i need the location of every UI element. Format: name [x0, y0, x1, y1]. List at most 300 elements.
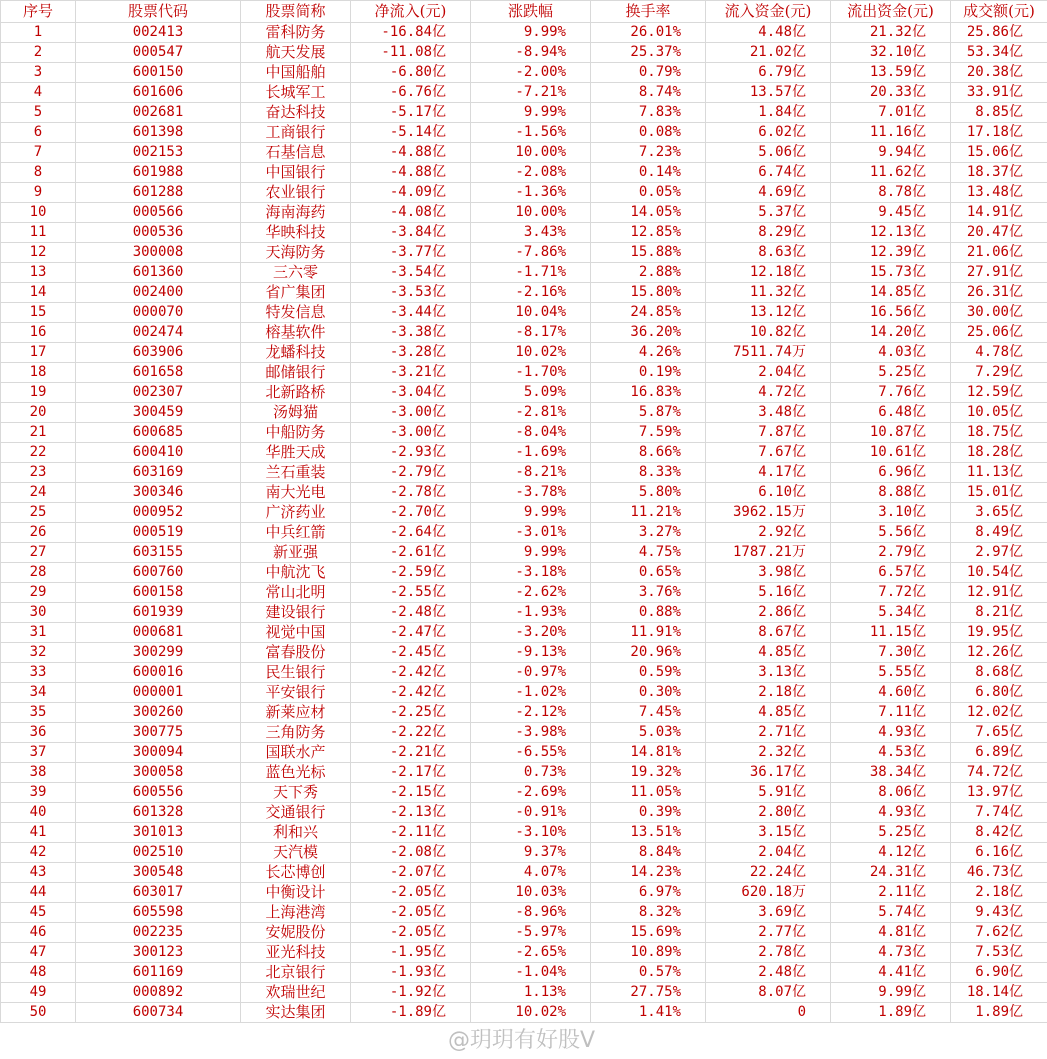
cell-net-inflow[interactable]: -3.77亿 [351, 243, 471, 263]
cell-volume[interactable]: 8.68亿 [951, 663, 1047, 683]
cell-volume[interactable]: 6.80亿 [951, 683, 1047, 703]
cell-turnover[interactable]: 15.69% [591, 923, 706, 943]
cell-inflow[interactable]: 5.06亿 [706, 143, 831, 163]
cell-change[interactable]: 5.09% [471, 383, 591, 403]
cell-net-inflow[interactable]: -2.45亿 [351, 643, 471, 663]
cell-outflow[interactable]: 4.03亿 [831, 343, 951, 363]
cell-inflow[interactable]: 7.67亿 [706, 443, 831, 463]
cell-inflow[interactable]: 2.77亿 [706, 923, 831, 943]
cell-change[interactable]: 9.99% [471, 503, 591, 523]
cell-change[interactable]: -8.94% [471, 43, 591, 63]
cell-code[interactable]: 603155 [76, 543, 241, 563]
cell-name[interactable]: 航天发展 [241, 43, 351, 63]
cell-inflow[interactable]: 36.17亿 [706, 763, 831, 783]
cell-name[interactable]: 北京银行 [241, 963, 351, 983]
cell-name[interactable]: 特发信息 [241, 303, 351, 323]
cell-inflow[interactable]: 6.74亿 [706, 163, 831, 183]
cell-name[interactable]: 海南海药 [241, 203, 351, 223]
cell-inflow[interactable]: 2.86亿 [706, 603, 831, 623]
cell-index[interactable]: 34 [1, 683, 76, 703]
cell-name[interactable]: 交通银行 [241, 803, 351, 823]
column-header-outflow[interactable]: 流出资金(元) [831, 1, 951, 23]
cell-name[interactable]: 雷科防务 [241, 23, 351, 43]
cell-turnover[interactable]: 12.85% [591, 223, 706, 243]
cell-name[interactable]: 中国船舶 [241, 63, 351, 83]
cell-outflow[interactable]: 15.73亿 [831, 263, 951, 283]
cell-change[interactable]: -2.65% [471, 943, 591, 963]
cell-index[interactable]: 30 [1, 603, 76, 623]
cell-volume[interactable]: 13.97亿 [951, 783, 1047, 803]
cell-index[interactable]: 17 [1, 343, 76, 363]
cell-net-inflow[interactable]: -2.61亿 [351, 543, 471, 563]
cell-inflow[interactable]: 8.29亿 [706, 223, 831, 243]
cell-inflow[interactable]: 4.72亿 [706, 383, 831, 403]
cell-inflow[interactable]: 10.82亿 [706, 323, 831, 343]
cell-index[interactable]: 19 [1, 383, 76, 403]
cell-outflow[interactable]: 1.89亿 [831, 1003, 951, 1023]
cell-turnover[interactable]: 1.41% [591, 1003, 706, 1023]
cell-code[interactable]: 300299 [76, 643, 241, 663]
cell-inflow[interactable]: 3.15亿 [706, 823, 831, 843]
cell-outflow[interactable]: 20.33亿 [831, 83, 951, 103]
cell-change[interactable]: -1.93% [471, 603, 591, 623]
cell-code[interactable]: 301013 [76, 823, 241, 843]
cell-turnover[interactable]: 14.23% [591, 863, 706, 883]
cell-outflow[interactable]: 4.73亿 [831, 943, 951, 963]
cell-inflow[interactable]: 2.04亿 [706, 843, 831, 863]
cell-net-inflow[interactable]: -2.93亿 [351, 443, 471, 463]
cell-change[interactable]: -3.78% [471, 483, 591, 503]
cell-turnover[interactable]: 25.37% [591, 43, 706, 63]
cell-turnover[interactable]: 4.75% [591, 543, 706, 563]
cell-code[interactable]: 002235 [76, 923, 241, 943]
cell-index[interactable]: 26 [1, 523, 76, 543]
cell-turnover[interactable]: 8.84% [591, 843, 706, 863]
cell-index[interactable]: 6 [1, 123, 76, 143]
cell-inflow[interactable]: 5.91亿 [706, 783, 831, 803]
cell-change[interactable]: -7.21% [471, 83, 591, 103]
cell-turnover[interactable]: 8.32% [591, 903, 706, 923]
cell-name[interactable]: 工商银行 [241, 123, 351, 143]
cell-change[interactable]: 0.73% [471, 763, 591, 783]
cell-index[interactable]: 40 [1, 803, 76, 823]
cell-name[interactable]: 三六零 [241, 263, 351, 283]
cell-turnover[interactable]: 3.27% [591, 523, 706, 543]
cell-inflow[interactable]: 21.02亿 [706, 43, 831, 63]
cell-turnover[interactable]: 8.33% [591, 463, 706, 483]
cell-code[interactable]: 600410 [76, 443, 241, 463]
cell-outflow[interactable]: 2.79亿 [831, 543, 951, 563]
cell-code[interactable]: 600150 [76, 63, 241, 83]
cell-code[interactable]: 600760 [76, 563, 241, 583]
cell-turnover[interactable]: 0.05% [591, 183, 706, 203]
cell-volume[interactable]: 25.06亿 [951, 323, 1047, 343]
cell-index[interactable]: 21 [1, 423, 76, 443]
cell-change[interactable]: -0.97% [471, 663, 591, 683]
cell-outflow[interactable]: 11.62亿 [831, 163, 951, 183]
cell-outflow[interactable]: 5.74亿 [831, 903, 951, 923]
cell-code[interactable]: 300260 [76, 703, 241, 723]
cell-volume[interactable]: 20.38亿 [951, 63, 1047, 83]
cell-turnover[interactable]: 2.88% [591, 263, 706, 283]
cell-net-inflow[interactable]: -16.84亿 [351, 23, 471, 43]
cell-inflow[interactable]: 1.84亿 [706, 103, 831, 123]
cell-net-inflow[interactable]: -2.79亿 [351, 463, 471, 483]
cell-change[interactable]: 9.99% [471, 23, 591, 43]
cell-outflow[interactable]: 14.85亿 [831, 283, 951, 303]
cell-outflow[interactable]: 11.16亿 [831, 123, 951, 143]
cell-turnover[interactable]: 0.65% [591, 563, 706, 583]
cell-index[interactable]: 23 [1, 463, 76, 483]
cell-outflow[interactable]: 5.25亿 [831, 823, 951, 843]
cell-volume[interactable]: 18.14亿 [951, 983, 1047, 1003]
cell-volume[interactable]: 53.34亿 [951, 43, 1047, 63]
cell-code[interactable]: 000001 [76, 683, 241, 703]
cell-name[interactable]: 农业银行 [241, 183, 351, 203]
cell-change[interactable]: -1.56% [471, 123, 591, 143]
cell-volume[interactable]: 3.65亿 [951, 503, 1047, 523]
cell-change[interactable]: -3.18% [471, 563, 591, 583]
cell-name[interactable]: 建设银行 [241, 603, 351, 623]
cell-turnover[interactable]: 24.85% [591, 303, 706, 323]
cell-net-inflow[interactable]: -3.84亿 [351, 223, 471, 243]
cell-name[interactable]: 天下秀 [241, 783, 351, 803]
cell-change[interactable]: -8.96% [471, 903, 591, 923]
cell-volume[interactable]: 11.13亿 [951, 463, 1047, 483]
column-header-index[interactable]: 序号 [1, 1, 76, 23]
cell-code[interactable]: 601288 [76, 183, 241, 203]
cell-inflow[interactable]: 3.69亿 [706, 903, 831, 923]
cell-code[interactable]: 300058 [76, 763, 241, 783]
cell-volume[interactable]: 25.86亿 [951, 23, 1047, 43]
cell-inflow[interactable]: 13.12亿 [706, 303, 831, 323]
cell-code[interactable]: 000892 [76, 983, 241, 1003]
cell-index[interactable]: 11 [1, 223, 76, 243]
cell-volume[interactable]: 1.89亿 [951, 1003, 1047, 1023]
cell-outflow[interactable]: 4.12亿 [831, 843, 951, 863]
cell-index[interactable]: 37 [1, 743, 76, 763]
cell-outflow[interactable]: 6.96亿 [831, 463, 951, 483]
cell-index[interactable]: 36 [1, 723, 76, 743]
cell-net-inflow[interactable]: -5.14亿 [351, 123, 471, 143]
cell-inflow[interactable]: 0 [706, 1003, 831, 1023]
cell-name[interactable]: 平安银行 [241, 683, 351, 703]
cell-volume[interactable]: 7.29亿 [951, 363, 1047, 383]
cell-name[interactable]: 上海港湾 [241, 903, 351, 923]
cell-outflow[interactable]: 13.59亿 [831, 63, 951, 83]
cell-outflow[interactable]: 8.78亿 [831, 183, 951, 203]
cell-turnover[interactable]: 7.45% [591, 703, 706, 723]
cell-volume[interactable]: 13.48亿 [951, 183, 1047, 203]
cell-code[interactable]: 000952 [76, 503, 241, 523]
cell-net-inflow[interactable]: -5.17亿 [351, 103, 471, 123]
cell-inflow[interactable]: 7511.74万 [706, 343, 831, 363]
cell-net-inflow[interactable]: -2.55亿 [351, 583, 471, 603]
cell-code[interactable]: 300123 [76, 943, 241, 963]
cell-change[interactable]: 10.00% [471, 143, 591, 163]
cell-code[interactable]: 600734 [76, 1003, 241, 1023]
cell-change[interactable]: -9.13% [471, 643, 591, 663]
cell-change[interactable]: 10.04% [471, 303, 591, 323]
cell-volume[interactable]: 19.95亿 [951, 623, 1047, 643]
cell-volume[interactable]: 17.18亿 [951, 123, 1047, 143]
column-header-name[interactable]: 股票简称 [241, 1, 351, 23]
cell-change[interactable]: -2.12% [471, 703, 591, 723]
cell-name[interactable]: 蓝色光标 [241, 763, 351, 783]
cell-volume[interactable]: 21.06亿 [951, 243, 1047, 263]
cell-outflow[interactable]: 9.99亿 [831, 983, 951, 1003]
cell-net-inflow[interactable]: -4.08亿 [351, 203, 471, 223]
cell-turnover[interactable]: 8.66% [591, 443, 706, 463]
cell-index[interactable]: 32 [1, 643, 76, 663]
cell-turnover[interactable]: 27.75% [591, 983, 706, 1003]
cell-outflow[interactable]: 4.53亿 [831, 743, 951, 763]
cell-index[interactable]: 28 [1, 563, 76, 583]
cell-volume[interactable]: 20.47亿 [951, 223, 1047, 243]
cell-change[interactable]: 1.13% [471, 983, 591, 1003]
cell-name[interactable]: 民生银行 [241, 663, 351, 683]
cell-name[interactable]: 龙蟠科技 [241, 343, 351, 363]
cell-inflow[interactable]: 6.10亿 [706, 483, 831, 503]
cell-index[interactable]: 41 [1, 823, 76, 843]
cell-index[interactable]: 10 [1, 203, 76, 223]
cell-outflow[interactable]: 8.06亿 [831, 783, 951, 803]
cell-volume[interactable]: 4.78亿 [951, 343, 1047, 363]
cell-index[interactable]: 45 [1, 903, 76, 923]
cell-outflow[interactable]: 4.41亿 [831, 963, 951, 983]
cell-net-inflow[interactable]: -3.54亿 [351, 263, 471, 283]
cell-outflow[interactable]: 9.94亿 [831, 143, 951, 163]
cell-outflow[interactable]: 5.34亿 [831, 603, 951, 623]
cell-change[interactable]: 3.43% [471, 223, 591, 243]
cell-code[interactable]: 600158 [76, 583, 241, 603]
cell-outflow[interactable]: 2.11亿 [831, 883, 951, 903]
cell-turnover[interactable]: 3.76% [591, 583, 706, 603]
cell-volume[interactable]: 8.49亿 [951, 523, 1047, 543]
cell-turnover[interactable]: 11.91% [591, 623, 706, 643]
cell-index[interactable]: 3 [1, 63, 76, 83]
cell-volume[interactable]: 30.00亿 [951, 303, 1047, 323]
cell-name[interactable]: 中航沈飞 [241, 563, 351, 583]
cell-net-inflow[interactable]: -2.08亿 [351, 843, 471, 863]
cell-index[interactable]: 16 [1, 323, 76, 343]
cell-turnover[interactable]: 10.89% [591, 943, 706, 963]
cell-outflow[interactable]: 4.60亿 [831, 683, 951, 703]
cell-outflow[interactable]: 11.15亿 [831, 623, 951, 643]
cell-turnover[interactable]: 0.14% [591, 163, 706, 183]
cell-code[interactable]: 601988 [76, 163, 241, 183]
cell-outflow[interactable]: 8.88亿 [831, 483, 951, 503]
cell-turnover[interactable]: 11.21% [591, 503, 706, 523]
cell-name[interactable]: 广济药业 [241, 503, 351, 523]
cell-change[interactable]: -8.04% [471, 423, 591, 443]
cell-code[interactable]: 600016 [76, 663, 241, 683]
cell-volume[interactable]: 6.16亿 [951, 843, 1047, 863]
cell-net-inflow[interactable]: -2.42亿 [351, 683, 471, 703]
cell-turnover[interactable]: 16.83% [591, 383, 706, 403]
cell-net-inflow[interactable]: -2.78亿 [351, 483, 471, 503]
cell-index[interactable]: 27 [1, 543, 76, 563]
cell-code[interactable]: 601328 [76, 803, 241, 823]
cell-inflow[interactable]: 7.87亿 [706, 423, 831, 443]
cell-name[interactable]: 长城军工 [241, 83, 351, 103]
cell-change[interactable]: -2.62% [471, 583, 591, 603]
cell-volume[interactable]: 12.02亿 [951, 703, 1047, 723]
cell-turnover[interactable]: 7.23% [591, 143, 706, 163]
cell-outflow[interactable]: 7.11亿 [831, 703, 951, 723]
column-header-inflow[interactable]: 流入资金(元) [706, 1, 831, 23]
cell-name[interactable]: 实达集团 [241, 1003, 351, 1023]
cell-name[interactable]: 常山北明 [241, 583, 351, 603]
cell-code[interactable]: 601939 [76, 603, 241, 623]
cell-name[interactable]: 三角防务 [241, 723, 351, 743]
cell-code[interactable]: 000070 [76, 303, 241, 323]
cell-code[interactable]: 601658 [76, 363, 241, 383]
cell-change[interactable]: -1.70% [471, 363, 591, 383]
cell-volume[interactable]: 14.91亿 [951, 203, 1047, 223]
cell-inflow[interactable]: 620.18万 [706, 883, 831, 903]
column-header-code[interactable]: 股票代码 [76, 1, 241, 23]
cell-volume[interactable]: 2.97亿 [951, 543, 1047, 563]
cell-turnover[interactable]: 0.08% [591, 123, 706, 143]
cell-name[interactable]: 利和兴 [241, 823, 351, 843]
cell-net-inflow[interactable]: -2.64亿 [351, 523, 471, 543]
cell-outflow[interactable]: 5.55亿 [831, 663, 951, 683]
cell-name[interactable]: 奋达科技 [241, 103, 351, 123]
cell-name[interactable]: 天海防务 [241, 243, 351, 263]
cell-name[interactable]: 石基信息 [241, 143, 351, 163]
cell-volume[interactable]: 18.28亿 [951, 443, 1047, 463]
cell-index[interactable]: 50 [1, 1003, 76, 1023]
column-header-change[interactable]: 涨跌幅 [471, 1, 591, 23]
cell-outflow[interactable]: 7.76亿 [831, 383, 951, 403]
cell-inflow[interactable]: 3.98亿 [706, 563, 831, 583]
cell-code[interactable]: 002681 [76, 103, 241, 123]
cell-net-inflow[interactable]: -6.80亿 [351, 63, 471, 83]
cell-turnover[interactable]: 26.01% [591, 23, 706, 43]
cell-change[interactable]: -3.10% [471, 823, 591, 843]
cell-change[interactable]: 9.99% [471, 103, 591, 123]
cell-code[interactable]: 300008 [76, 243, 241, 263]
cell-change[interactable]: 4.07% [471, 863, 591, 883]
cell-turnover[interactable]: 7.83% [591, 103, 706, 123]
cell-index[interactable]: 14 [1, 283, 76, 303]
cell-turnover[interactable]: 4.26% [591, 343, 706, 363]
cell-code[interactable]: 002474 [76, 323, 241, 343]
cell-turnover[interactable]: 0.59% [591, 663, 706, 683]
cell-name[interactable]: 中兵红箭 [241, 523, 351, 543]
cell-code[interactable]: 600685 [76, 423, 241, 443]
cell-net-inflow[interactable]: -4.09亿 [351, 183, 471, 203]
cell-volume[interactable]: 18.37亿 [951, 163, 1047, 183]
cell-code[interactable]: 600556 [76, 783, 241, 803]
cell-index[interactable]: 20 [1, 403, 76, 423]
cell-volume[interactable]: 10.05亿 [951, 403, 1047, 423]
cell-code[interactable]: 000519 [76, 523, 241, 543]
cell-name[interactable]: 欢瑞世纪 [241, 983, 351, 1003]
cell-change[interactable]: -3.01% [471, 523, 591, 543]
cell-change[interactable]: -8.17% [471, 323, 591, 343]
cell-change[interactable]: -1.02% [471, 683, 591, 703]
cell-code[interactable]: 601606 [76, 83, 241, 103]
cell-turnover[interactable]: 14.05% [591, 203, 706, 223]
cell-outflow[interactable]: 7.01亿 [831, 103, 951, 123]
column-header-volume[interactable]: 成交额(元) [951, 1, 1047, 23]
cell-volume[interactable]: 6.90亿 [951, 963, 1047, 983]
cell-name[interactable]: 兰石重装 [241, 463, 351, 483]
cell-net-inflow[interactable]: -2.48亿 [351, 603, 471, 623]
cell-change[interactable]: 10.02% [471, 1003, 591, 1023]
cell-change[interactable]: 9.99% [471, 543, 591, 563]
cell-outflow[interactable]: 5.25亿 [831, 363, 951, 383]
cell-net-inflow[interactable]: -3.28亿 [351, 343, 471, 363]
cell-code[interactable]: 605598 [76, 903, 241, 923]
cell-code[interactable]: 002153 [76, 143, 241, 163]
cell-code[interactable]: 300459 [76, 403, 241, 423]
cell-volume[interactable]: 33.91亿 [951, 83, 1047, 103]
cell-volume[interactable]: 8.85亿 [951, 103, 1047, 123]
cell-volume[interactable]: 12.59亿 [951, 383, 1047, 403]
cell-net-inflow[interactable]: -2.05亿 [351, 923, 471, 943]
cell-index[interactable]: 24 [1, 483, 76, 503]
cell-turnover[interactable]: 5.80% [591, 483, 706, 503]
cell-name[interactable]: 中衡设计 [241, 883, 351, 903]
cell-index[interactable]: 15 [1, 303, 76, 323]
cell-code[interactable]: 300548 [76, 863, 241, 883]
cell-net-inflow[interactable]: -3.44亿 [351, 303, 471, 323]
cell-outflow[interactable]: 4.93亿 [831, 803, 951, 823]
cell-name[interactable]: 汤姆猫 [241, 403, 351, 423]
cell-index[interactable]: 39 [1, 783, 76, 803]
cell-inflow[interactable]: 5.16亿 [706, 583, 831, 603]
cell-inflow[interactable]: 6.79亿 [706, 63, 831, 83]
cell-outflow[interactable]: 5.56亿 [831, 523, 951, 543]
cell-outflow[interactable]: 32.10亿 [831, 43, 951, 63]
cell-change[interactable]: -6.55% [471, 743, 591, 763]
cell-outflow[interactable]: 24.31亿 [831, 863, 951, 883]
cell-inflow[interactable]: 3962.15万 [706, 503, 831, 523]
cell-code[interactable]: 603169 [76, 463, 241, 483]
cell-volume[interactable]: 27.91亿 [951, 263, 1047, 283]
cell-net-inflow[interactable]: -11.08亿 [351, 43, 471, 63]
cell-code[interactable]: 601398 [76, 123, 241, 143]
cell-turnover[interactable]: 0.88% [591, 603, 706, 623]
cell-name[interactable]: 南大光电 [241, 483, 351, 503]
cell-change[interactable]: -1.04% [471, 963, 591, 983]
cell-inflow[interactable]: 2.18亿 [706, 683, 831, 703]
cell-inflow[interactable]: 8.67亿 [706, 623, 831, 643]
cell-turnover[interactable]: 0.19% [591, 363, 706, 383]
cell-code[interactable]: 601169 [76, 963, 241, 983]
cell-volume[interactable]: 7.53亿 [951, 943, 1047, 963]
cell-outflow[interactable]: 6.48亿 [831, 403, 951, 423]
cell-net-inflow[interactable]: -2.07亿 [351, 863, 471, 883]
cell-outflow[interactable]: 7.72亿 [831, 583, 951, 603]
cell-net-inflow[interactable]: -4.88亿 [351, 163, 471, 183]
cell-inflow[interactable]: 2.80亿 [706, 803, 831, 823]
cell-name[interactable]: 华映科技 [241, 223, 351, 243]
cell-inflow[interactable]: 6.02亿 [706, 123, 831, 143]
cell-code[interactable]: 300094 [76, 743, 241, 763]
cell-net-inflow[interactable]: -1.95亿 [351, 943, 471, 963]
cell-name[interactable]: 中国银行 [241, 163, 351, 183]
cell-volume[interactable]: 2.18亿 [951, 883, 1047, 903]
cell-code[interactable]: 000547 [76, 43, 241, 63]
cell-net-inflow[interactable]: -3.21亿 [351, 363, 471, 383]
cell-name[interactable]: 视觉中国 [241, 623, 351, 643]
cell-index[interactable]: 43 [1, 863, 76, 883]
cell-inflow[interactable]: 11.32亿 [706, 283, 831, 303]
